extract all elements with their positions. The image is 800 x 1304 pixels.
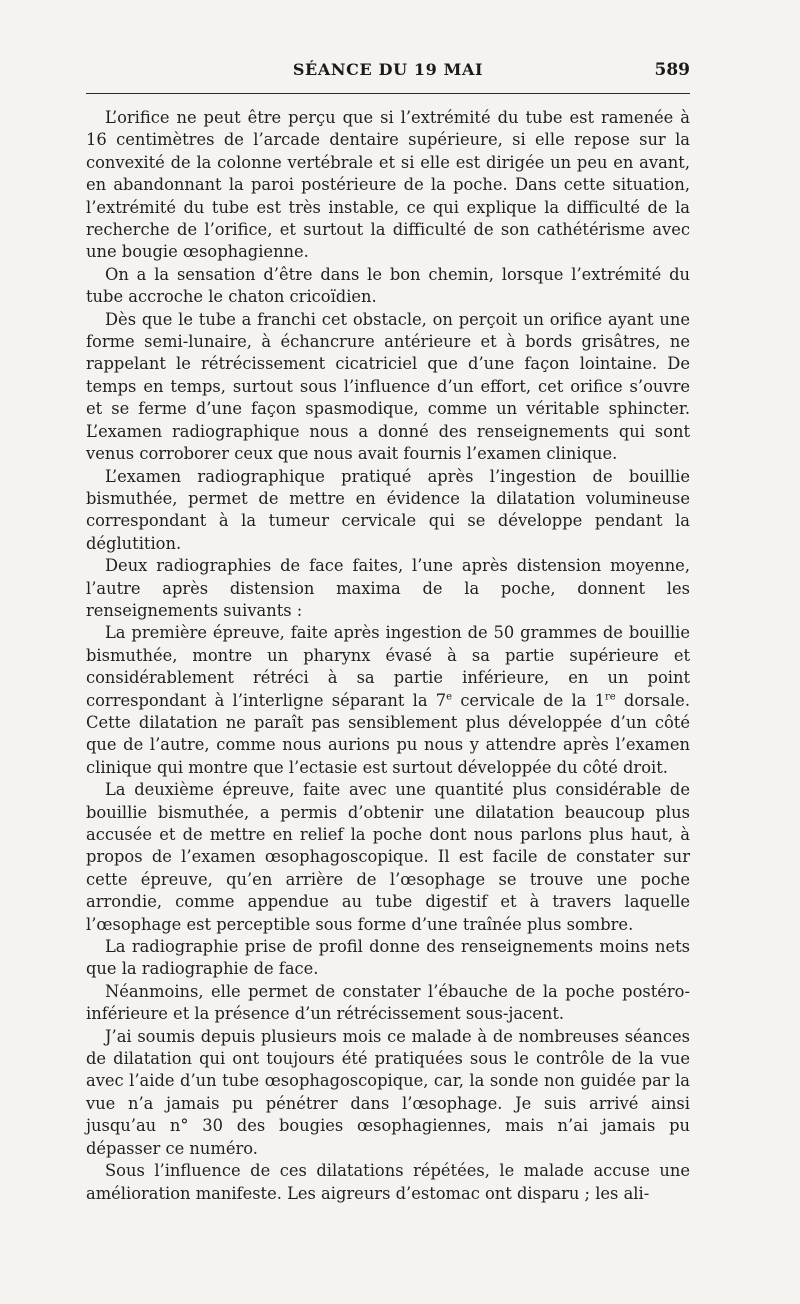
- paragraph-6-part-3: dorsale. Cette dilatation ne paraît pas sensiblement plus développée d’un côté que de l’autre, comme nous aurions pu nous y attendre après l’examen clinique qui montre que l’ectasie est surtout développée du côté droit.: [86, 690, 690, 777]
- paragraph-4: L’examen radiographique pratiqué après l’ingestion de bouillie bismuthée, permet de mettre en évidence la dilatation volumineuse correspondant à la tumeur cervicale qui se développe pendant la déglutition.: [86, 466, 690, 553]
- paragraph-6-part-1: La première épreuve, faite après ingestion de 50 grammes de bouillie bismuthée, montre un pharynx évasé à sa partie supérieure et considérablement rétréci à sa partie inférieure, en un point correspondant à l’interligne séparant la 7: [86, 623, 690, 710]
- paragraph-1: L’orifice ne peut être perçu que si l’extrémité du tube est ramenée à 16 centimètres de l’arcade dentaire supérieure, si elle repose sur la convexité de la colonne vertébrale et si elle est dirigée un peu en avant, en abandonnant la paroi postérieure de la poche. Dans cette situation, l’extrémité du tube est très instable, ce qui explique la difficulté de la recherche de l’orifice, et surtout la difficulté de son cathétérisme avec une bougie œsophagienne.: [86, 108, 690, 262]
- paragraph-3: Dès que le tube a franchi cet obstacle, on perçoit un orifice ayant une forme semi-lunaire, à échancrure antérieure et à bords grisâtres, ne rappelant le rétrécissement cicatriciel que d’une façon lointaine. De temps en temps, surtout sous l’influence d’un effort, cet orifice s’ouvre et se ferme d’une façon spasmodique, comme un véritable sphincter. L’examen radiographique nous a donné des renseignements qui sont venus corroborer ceux que nous avait fournis l’examen clinique.: [86, 309, 690, 464]
- paragraph-7: La deuxième épreuve, faite avec une quantité plus considérable de bouillie bismuthée, a permis d’obtenir une dilatation beaucoup plus accusée et de mettre en relief la poche dont nous parlons plus haut, à propos de l’examen œsophagoscopique. Il est facile de constater sur cette épreuve, qu’en arrière de l’œsophage se trouve une poche arrondie, comme appendue au tube digestif et à travers laquelle l’œsophage est perceptible sous forme d’une traînée plus sombre.: [86, 780, 690, 934]
- paragraph-6-part-2: cervicale de la 1: [452, 690, 605, 710]
- paragraph-2: On a la sensation d’être dans le bon chemin, lorsque l’extrémité du tube accroche le chaton cricoïdien.: [86, 264, 690, 307]
- paragraph-9: Néanmoins, elle permet de constater l’ébauche de la poche postéro-inférieure et la présence d’un rétrécissement sous-jacent.: [86, 981, 690, 1024]
- paragraph-11: Sous l’influence de ces dilatations répétées, le malade accuse une amélioration manifeste. Les aigreurs d’estomac ont disparu ; les ali-: [86, 1161, 690, 1203]
- paragraph-6: [86, 622, 690, 779]
- page-number: 589: [654, 60, 690, 80]
- superscript-e: e: [446, 691, 453, 703]
- paragraph-5: Deux radiographies de face faites, l’une après distension moyenne, l’autre après distension maxima de la poche, donnent les renseignements suivants :: [86, 556, 690, 620]
- superscript-re: re: [604, 691, 616, 703]
- header-rule: [86, 93, 690, 94]
- running-head: [86, 55, 690, 85]
- paragraph-8: La radiographie prise de profil donne des renseignements moins nets que la radiographie de face.: [86, 937, 690, 979]
- running-title: SÉANCE DU 19 MAI: [292, 60, 484, 79]
- body-text: [86, 107, 690, 1205]
- paragraph-10: J’ai soumis depuis plusieurs mois ce malade à de nombreuses séances de dilatation qui ont toujours été pratiquées sous le contrôle de la vue avec l’aide d’un tube œsophagoscopique, car, la sonde non guidée par la vue n’a jamais pu pénétrer dans l’œsophage. Je suis arrivé ainsi jusqu’au n° 30 des bougies œsophagiennes, mais n’ai jamais pu dépasser ce numéro.: [86, 1026, 690, 1158]
